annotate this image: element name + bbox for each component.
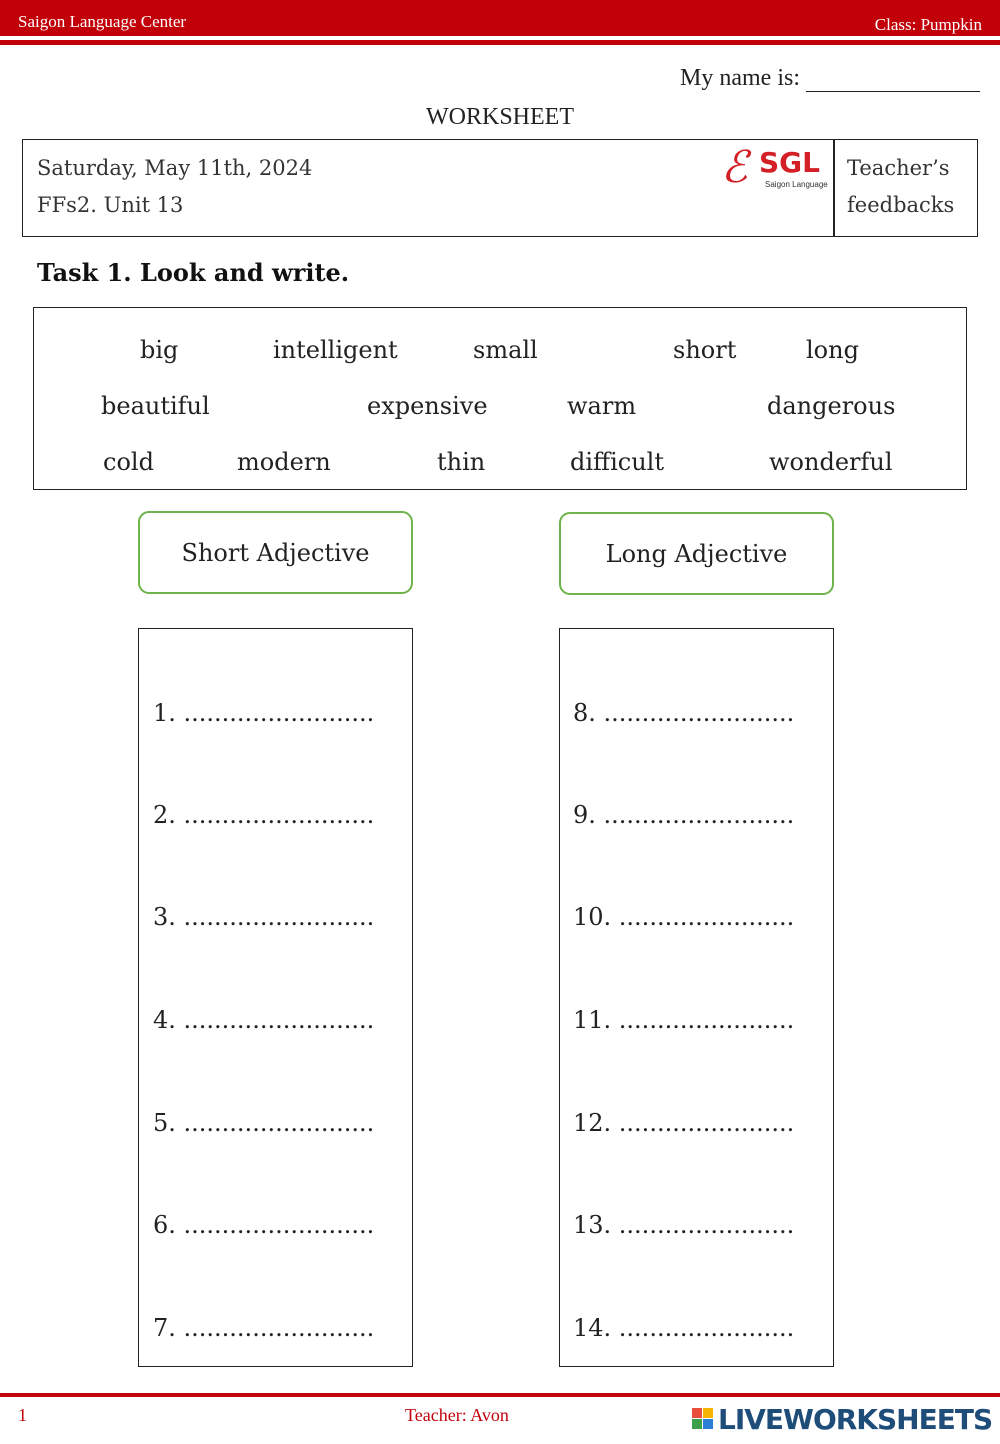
answer-line-12[interactable]: 12. ....................... xyxy=(573,1109,795,1137)
word-bank-item: small xyxy=(473,336,538,364)
answer-line-8[interactable]: 8. ......................... xyxy=(573,699,795,727)
answer-line-1[interactable]: 1. ......................... xyxy=(153,699,375,727)
logo-brand: SGL xyxy=(759,146,820,179)
word-bank-item: wonderful xyxy=(769,448,893,476)
word-bank-item: intelligent xyxy=(273,336,398,364)
short-adjective-heading: Short Adjective xyxy=(138,511,413,594)
teacher-name: Teacher: Avon xyxy=(405,1405,509,1425)
name-label: My name is: xyxy=(680,65,800,91)
word-bank-item: beautiful xyxy=(101,392,210,420)
info-divider xyxy=(833,140,835,236)
answer-line-7[interactable]: 7. ......................... xyxy=(153,1314,375,1342)
header-rule xyxy=(0,40,1000,45)
page-number: 1 xyxy=(18,1405,27,1425)
answer-line-10[interactable]: 10. ....................... xyxy=(573,903,795,931)
footer-rule xyxy=(0,1393,1000,1397)
long-adjective-list xyxy=(559,628,834,1367)
liveworksheets-brand: LIVEWORKSHEETS xyxy=(718,1403,993,1436)
lesson-date: Saturday, May 11th, 2024 xyxy=(37,156,313,180)
word-bank-item: long xyxy=(806,336,859,364)
center-name: Saigon Language Center xyxy=(18,12,187,31)
answer-line-14[interactable]: 14. ....................... xyxy=(573,1314,795,1342)
class-label: Class: Pumpkin xyxy=(874,15,982,34)
word-bank-item: dangerous xyxy=(767,392,896,420)
info-box xyxy=(22,139,978,237)
word-bank-item: modern xyxy=(237,448,331,476)
liveworksheets-grid-icon xyxy=(692,1408,714,1430)
word-bank xyxy=(33,307,967,490)
word-bank-item: warm xyxy=(567,392,637,420)
answer-line-2[interactable]: 2. ......................... xyxy=(153,801,375,829)
task-title: Task 1. Look and write. xyxy=(37,258,350,287)
answer-line-11[interactable]: 11. ....................... xyxy=(573,1006,795,1034)
liveworksheets-logo[interactable] xyxy=(692,1404,992,1436)
feedback-label-2: feedbacks xyxy=(847,193,955,217)
word-bank-item: expensive xyxy=(367,392,488,420)
word-bank-item: thin xyxy=(437,448,486,476)
name-field[interactable] xyxy=(680,62,980,92)
logo-subtitle: Saigon Language xyxy=(765,180,828,189)
lesson-unit: FFs2. Unit 13 xyxy=(37,193,184,217)
name-blank[interactable] xyxy=(806,62,980,92)
word-bank-item: big xyxy=(140,336,179,364)
sgl-logo xyxy=(721,144,831,194)
logo-swoosh-icon: ℰ xyxy=(721,142,748,193)
word-bank-item: difficult xyxy=(570,448,664,476)
word-bank-item: short xyxy=(673,336,737,364)
worksheet-title: WORKSHEET xyxy=(426,104,574,130)
short-adjective-list xyxy=(138,628,413,1367)
word-bank-item: cold xyxy=(103,448,154,476)
answer-line-13[interactable]: 13. ....................... xyxy=(573,1211,795,1239)
answer-line-4[interactable]: 4. ......................... xyxy=(153,1006,375,1034)
answer-line-9[interactable]: 9. ......................... xyxy=(573,801,795,829)
long-adjective-heading: Long Adjective xyxy=(559,512,834,595)
answer-line-6[interactable]: 6. ......................... xyxy=(153,1211,375,1239)
header-band xyxy=(0,0,1000,36)
answer-line-3[interactable]: 3. ......................... xyxy=(153,903,375,931)
feedback-label-1: Teacher’s xyxy=(847,156,950,180)
answer-line-5[interactable]: 5. ......................... xyxy=(153,1109,375,1137)
